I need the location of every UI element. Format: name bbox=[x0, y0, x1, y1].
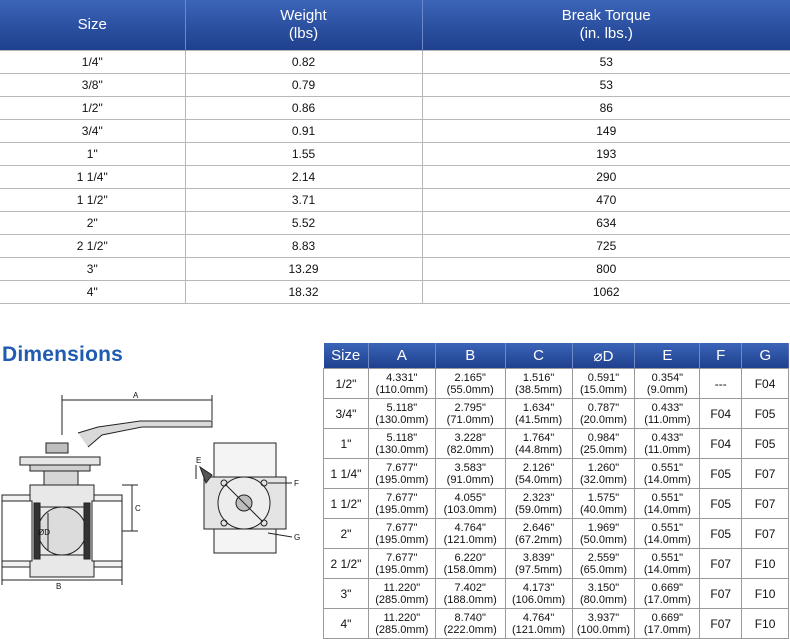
cell-b bbox=[435, 429, 505, 459]
cell-torque: 53 bbox=[422, 51, 790, 74]
cell-d bbox=[572, 369, 635, 399]
cell-c bbox=[505, 369, 572, 399]
value-inch: 4.173" bbox=[522, 581, 555, 594]
value-mm: (40.0mm) bbox=[579, 503, 628, 516]
cell-c bbox=[505, 459, 572, 489]
value-mm: (50.0mm) bbox=[579, 533, 628, 546]
table-row bbox=[324, 399, 789, 429]
table-row bbox=[324, 519, 789, 549]
value-mm: (17.0mm) bbox=[643, 623, 691, 636]
cell-e bbox=[635, 489, 700, 519]
value-mm: (100.0mm) bbox=[576, 623, 631, 636]
cell-c bbox=[505, 519, 572, 549]
value-inch: 0.984" bbox=[587, 431, 620, 444]
cell-size: 1" bbox=[324, 429, 369, 459]
cell-weight: 1.55 bbox=[185, 143, 422, 166]
value-mm: (55.0mm) bbox=[446, 383, 494, 396]
value-inch: 0.551" bbox=[651, 521, 684, 534]
value-mm: (38.5mm) bbox=[515, 383, 563, 396]
value-inch: 3.150" bbox=[587, 581, 620, 594]
value-mm: (130.0mm) bbox=[375, 443, 429, 456]
cell-b bbox=[435, 519, 505, 549]
cell-f: F05 bbox=[700, 459, 742, 489]
dimensions-table-header bbox=[324, 343, 789, 369]
cell-e bbox=[635, 609, 700, 639]
table-row bbox=[324, 369, 789, 399]
table-row bbox=[324, 579, 789, 609]
value-mm: (195.0mm) bbox=[375, 473, 429, 486]
cell-torque: 86 bbox=[422, 97, 790, 120]
value-inch: 2.795" bbox=[454, 401, 486, 414]
value-inch: 7.677" bbox=[386, 551, 418, 564]
label-d: ØD bbox=[38, 528, 50, 537]
cell-weight: 0.82 bbox=[185, 51, 422, 74]
cell-a bbox=[368, 579, 435, 609]
table-row bbox=[324, 429, 789, 459]
cell-d bbox=[572, 399, 635, 429]
cell-weight: 0.79 bbox=[185, 74, 422, 97]
table-row bbox=[0, 97, 790, 120]
dimensions-heading: Dimensions bbox=[2, 343, 124, 366]
cell-g: F05 bbox=[742, 399, 789, 429]
cell-d bbox=[572, 579, 635, 609]
header-size: Size bbox=[0, 0, 185, 51]
cell-b bbox=[435, 579, 505, 609]
value-mm: (14.0mm) bbox=[643, 563, 691, 576]
cell-a bbox=[368, 549, 435, 579]
dim-header-c: C bbox=[505, 343, 572, 369]
cell-d bbox=[572, 459, 635, 489]
value-inch: 1.575" bbox=[587, 491, 620, 504]
cell-size: 1 1/4" bbox=[0, 166, 185, 189]
cell-e bbox=[635, 399, 700, 429]
cell-c bbox=[505, 549, 572, 579]
value-mm: (106.0mm) bbox=[511, 593, 566, 606]
cell-size: 3/8" bbox=[0, 74, 185, 97]
table-row bbox=[0, 143, 790, 166]
label-a: A bbox=[133, 391, 139, 400]
value-mm: (14.0mm) bbox=[643, 473, 691, 486]
table-row bbox=[0, 189, 790, 212]
table-row bbox=[0, 74, 790, 97]
value-mm: (59.0mm) bbox=[515, 503, 563, 516]
cell-size: 3/4" bbox=[324, 399, 369, 429]
value-inch: 2.323" bbox=[522, 491, 555, 504]
cell-b bbox=[435, 399, 505, 429]
value-inch: 1.969" bbox=[587, 521, 620, 534]
value-mm: (71.0mm) bbox=[446, 413, 494, 426]
cell-b bbox=[435, 459, 505, 489]
value-inch: 7.402" bbox=[454, 581, 486, 594]
value-inch: 4.764" bbox=[522, 611, 555, 624]
value-mm: (158.0mm) bbox=[443, 563, 497, 576]
dim-header-f: F bbox=[700, 343, 742, 369]
cell-weight: 0.86 bbox=[185, 97, 422, 120]
cell-torque: 800 bbox=[422, 258, 790, 281]
cell-e bbox=[635, 429, 700, 459]
cell-b bbox=[435, 549, 505, 579]
label-c: C bbox=[135, 504, 141, 513]
value-inch: 0.669" bbox=[651, 611, 684, 624]
cell-g: F10 bbox=[742, 549, 789, 579]
cell-d bbox=[572, 609, 635, 639]
label-f: F bbox=[294, 479, 299, 488]
value-inch: 8.740" bbox=[454, 611, 486, 624]
value-mm: (91.0mm) bbox=[446, 473, 494, 486]
cell-a bbox=[368, 399, 435, 429]
value-mm: (11.0mm) bbox=[644, 443, 691, 456]
value-inch: 0.551" bbox=[651, 551, 684, 564]
value-mm: (54.0mm) bbox=[515, 473, 563, 486]
weight-torque-table bbox=[0, 0, 790, 304]
dim-header-b: B bbox=[435, 343, 505, 369]
value-inch: 2.559" bbox=[587, 551, 620, 564]
value-mm: (25.0mm) bbox=[579, 443, 628, 456]
value-inch: 4.764" bbox=[454, 521, 486, 534]
label-g: G bbox=[294, 533, 301, 542]
cell-size: 4" bbox=[0, 281, 185, 304]
value-inch: 7.677" bbox=[386, 491, 418, 504]
cell-f: --- bbox=[700, 369, 742, 399]
cell-c bbox=[505, 579, 572, 609]
value-mm: (44.8mm) bbox=[515, 443, 563, 456]
cell-torque: 725 bbox=[422, 235, 790, 258]
value-mm: (121.0mm) bbox=[443, 533, 497, 546]
cell-size: 3" bbox=[324, 579, 369, 609]
value-inch: 7.677" bbox=[386, 521, 418, 534]
cell-size: 2 1/2" bbox=[0, 235, 185, 258]
cell-a bbox=[368, 459, 435, 489]
cell-b bbox=[435, 369, 505, 399]
value-mm: (11.0mm) bbox=[644, 413, 691, 426]
dim-header-d: ⌀D bbox=[572, 343, 635, 369]
value-inch: 1.634" bbox=[522, 401, 555, 414]
cell-e bbox=[635, 369, 700, 399]
cell-f: F07 bbox=[700, 609, 742, 639]
value-inch: 0.433" bbox=[651, 401, 684, 414]
cell-b bbox=[435, 609, 505, 639]
cell-a bbox=[368, 489, 435, 519]
table-row bbox=[324, 549, 789, 579]
cell-size: 2" bbox=[0, 212, 185, 235]
cell-d bbox=[572, 519, 635, 549]
cell-size: 2 1/2" bbox=[324, 549, 369, 579]
cell-d bbox=[572, 429, 635, 459]
cell-torque: 193 bbox=[422, 143, 790, 166]
value-mm: (222.0mm) bbox=[443, 623, 497, 636]
cell-f: F07 bbox=[700, 579, 742, 609]
cell-c bbox=[505, 609, 572, 639]
cell-size: 1/4" bbox=[0, 51, 185, 74]
value-inch: 3.839" bbox=[522, 551, 555, 564]
value-mm: (97.5mm) bbox=[515, 563, 563, 576]
value-inch: 4.055" bbox=[454, 491, 486, 504]
label-e: E bbox=[196, 456, 202, 465]
value-inch: 0.551" bbox=[651, 491, 684, 504]
value-mm: (67.2mm) bbox=[515, 533, 563, 546]
value-inch: 5.118" bbox=[386, 401, 418, 414]
dim-header-g: G bbox=[759, 347, 772, 364]
value-inch: 3.583" bbox=[454, 461, 486, 474]
value-mm: (130.0mm) bbox=[375, 413, 429, 426]
header-weight: Weight (lbs) bbox=[185, 0, 422, 51]
cell-a bbox=[368, 429, 435, 459]
cell-torque: 149 bbox=[422, 120, 790, 143]
cell-e bbox=[635, 459, 700, 489]
value-inch: 2.165" bbox=[454, 371, 486, 384]
cell-size: 3/4" bbox=[0, 120, 185, 143]
cell-g: F05 bbox=[742, 429, 789, 459]
table-row bbox=[324, 609, 789, 639]
table-row bbox=[0, 120, 790, 143]
cell-weight: 5.52 bbox=[185, 212, 422, 235]
dimensions-table bbox=[323, 343, 789, 639]
value-inch: 5.118" bbox=[386, 431, 418, 444]
value-mm: (103.0mm) bbox=[443, 503, 497, 516]
value-mm: (20.0mm) bbox=[579, 413, 628, 426]
cell-weight: 3.71 bbox=[185, 189, 422, 212]
table-row bbox=[324, 459, 789, 489]
value-mm: (17.0mm) bbox=[643, 593, 691, 606]
weight-table-body bbox=[0, 51, 790, 304]
cell-f: F07 bbox=[700, 549, 742, 579]
cell-torque: 470 bbox=[422, 189, 790, 212]
value-inch: 11.220" bbox=[383, 581, 421, 594]
value-inch: 2.126" bbox=[522, 461, 555, 474]
value-mm: (14.0mm) bbox=[643, 503, 691, 516]
table-row bbox=[0, 212, 790, 235]
value-mm: (82.0mm) bbox=[446, 443, 494, 456]
cell-c bbox=[505, 429, 572, 459]
value-inch: 3.937" bbox=[587, 611, 620, 624]
value-inch: 11.220" bbox=[383, 611, 421, 624]
valve-drawing bbox=[0, 375, 320, 630]
value-inch: 6.220" bbox=[454, 551, 486, 564]
value-mm: (285.0mm) bbox=[375, 623, 429, 636]
value-mm: (195.0mm) bbox=[375, 563, 429, 576]
value-mm: (32.0mm) bbox=[579, 473, 628, 486]
table-row bbox=[0, 258, 790, 281]
cell-size: 1/2" bbox=[324, 369, 369, 399]
cell-a bbox=[368, 609, 435, 639]
cell-g: F07 bbox=[742, 489, 789, 519]
cell-torque: 290 bbox=[422, 166, 790, 189]
cell-f: F04 bbox=[700, 429, 742, 459]
cell-e bbox=[635, 579, 700, 609]
value-mm: (9.0mm) bbox=[646, 383, 688, 396]
value-mm: (195.0mm) bbox=[375, 533, 429, 546]
value-inch: 1.764" bbox=[522, 431, 555, 444]
cell-weight: 2.14 bbox=[185, 166, 422, 189]
value-inch: 1.260" bbox=[587, 461, 620, 474]
dim-header-e: E bbox=[635, 343, 700, 369]
cell-b bbox=[435, 489, 505, 519]
table-row bbox=[0, 166, 790, 189]
cell-d bbox=[572, 549, 635, 579]
cell-size: 1" bbox=[0, 143, 185, 166]
value-inch: 1.516" bbox=[522, 371, 555, 384]
value-inch: 0.591" bbox=[587, 371, 620, 384]
header-break-torque: Break Torque (in. lbs.) bbox=[561, 7, 651, 42]
value-inch: 0.669" bbox=[651, 581, 684, 594]
value-mm: (80.0mm) bbox=[579, 593, 628, 606]
value-inch: 4.331" bbox=[386, 371, 418, 384]
value-mm: (65.0mm) bbox=[579, 563, 628, 576]
label-b: B bbox=[56, 582, 62, 591]
cell-g: F07 bbox=[742, 519, 789, 549]
cell-size: 1 1/2" bbox=[324, 489, 369, 519]
value-mm: (195.0mm) bbox=[375, 503, 429, 516]
cell-e bbox=[635, 519, 700, 549]
cell-d bbox=[572, 489, 635, 519]
value-inch: 7.677" bbox=[386, 461, 418, 474]
value-inch: 0.354" bbox=[651, 371, 684, 384]
cell-e bbox=[635, 549, 700, 579]
cell-size: 1 1/4" bbox=[324, 459, 369, 489]
cell-weight: 18.32 bbox=[185, 281, 422, 304]
cell-c bbox=[505, 399, 572, 429]
cell-size: 1 1/2" bbox=[0, 189, 185, 212]
cell-a bbox=[368, 369, 435, 399]
dim-header-size: Size bbox=[324, 343, 369, 369]
value-mm: (285.0mm) bbox=[375, 593, 429, 606]
cell-g: F10 bbox=[742, 609, 789, 639]
value-mm: (15.0mm) bbox=[579, 383, 628, 396]
cell-torque: 1062 bbox=[422, 281, 790, 304]
cell-size: 3" bbox=[0, 258, 185, 281]
value-inch: 3.228" bbox=[454, 431, 486, 444]
value-inch: 2.646" bbox=[522, 521, 555, 534]
cell-torque: 53 bbox=[422, 74, 790, 97]
cell-f: F05 bbox=[700, 519, 742, 549]
cell-weight: 13.29 bbox=[185, 258, 422, 281]
cell-size: 4" bbox=[324, 609, 369, 639]
table-row bbox=[324, 489, 789, 519]
table-row bbox=[0, 281, 790, 304]
value-mm: (41.5mm) bbox=[515, 413, 563, 426]
table-row bbox=[0, 235, 790, 258]
cell-g: F04 bbox=[742, 369, 789, 399]
value-inch: 0.433" bbox=[651, 431, 684, 444]
table-row bbox=[0, 51, 790, 74]
cell-g: F10 bbox=[742, 579, 789, 609]
cell-size: 2" bbox=[324, 519, 369, 549]
cell-f: F05 bbox=[700, 489, 742, 519]
cell-weight: 0.91 bbox=[185, 120, 422, 143]
value-mm: (188.0mm) bbox=[443, 593, 497, 606]
cell-torque: 634 bbox=[422, 212, 790, 235]
value-mm: (121.0mm) bbox=[511, 623, 566, 636]
value-mm: (110.0mm) bbox=[375, 383, 428, 396]
value-inch: 0.787" bbox=[587, 401, 620, 414]
cell-size: 1/2" bbox=[0, 97, 185, 120]
cell-f: F04 bbox=[700, 399, 742, 429]
value-mm: (14.0mm) bbox=[643, 533, 691, 546]
cell-c bbox=[505, 489, 572, 519]
value-inch: 0.551" bbox=[651, 461, 684, 474]
dimensions-table-body bbox=[324, 369, 789, 639]
cell-weight: 8.83 bbox=[185, 235, 422, 258]
cell-a bbox=[368, 519, 435, 549]
cell-g: F07 bbox=[742, 459, 789, 489]
weight-table-header bbox=[0, 0, 790, 51]
dim-header-a: A bbox=[368, 343, 435, 369]
